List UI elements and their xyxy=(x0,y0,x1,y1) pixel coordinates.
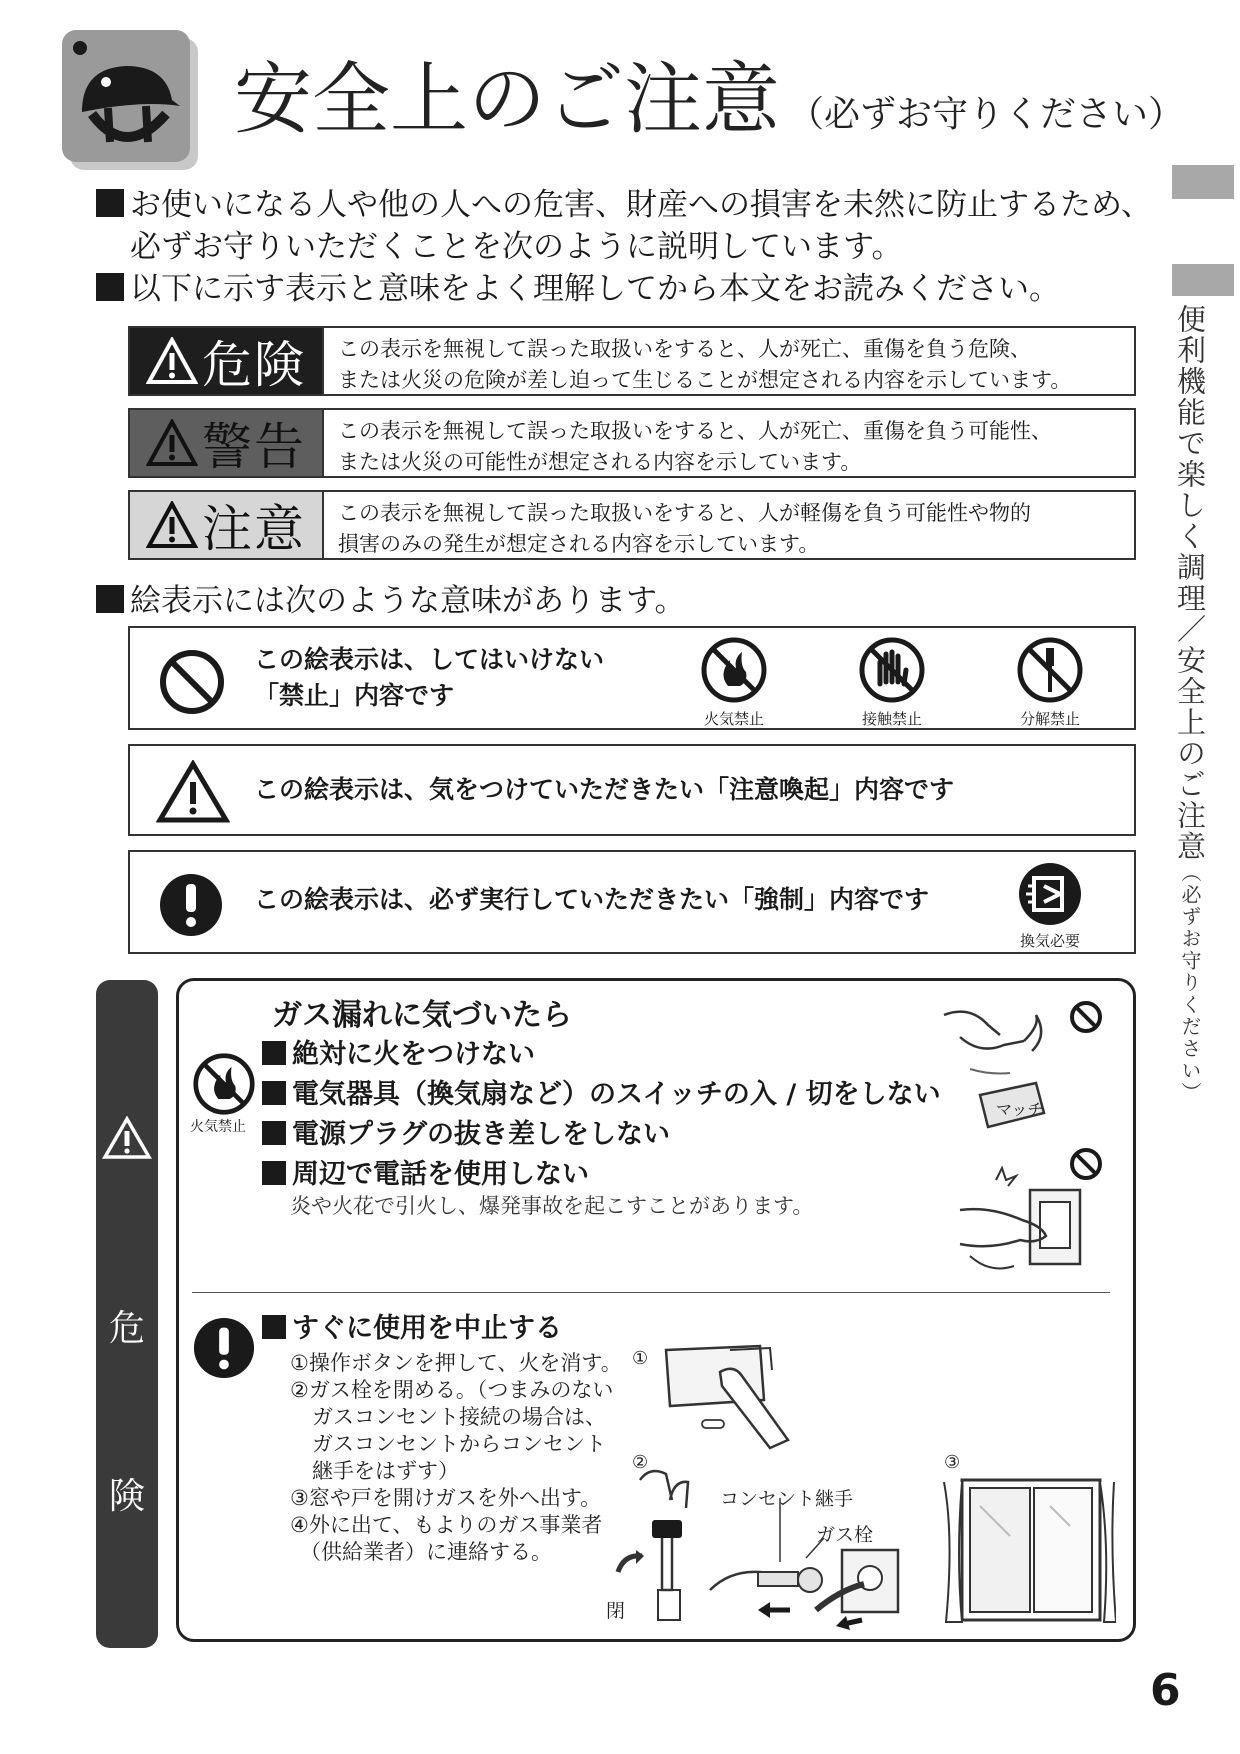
bullet-square-icon xyxy=(262,1041,286,1065)
side-tab xyxy=(1172,165,1234,199)
page-number: 6 xyxy=(1150,1665,1181,1716)
stop-heading: すぐに使用を中止する xyxy=(262,1310,562,1348)
side-section-label: 便利機能で楽しく調理／安全上のご注意（必ずお守りください） xyxy=(1173,304,1207,1104)
prohibit-text-1: この絵表示は、してはいけない xyxy=(254,645,605,674)
caution-text: この絵表示は、気をつけていただきたい「注意喚起」内容です xyxy=(254,775,955,804)
bullet-square-icon xyxy=(262,1121,286,1145)
pictogram-heading: 絵表示には次のような意味があります。 xyxy=(96,580,686,622)
caption-no-disassembly: 分解禁止 xyxy=(1019,710,1080,728)
safety-helmet-icon xyxy=(62,30,202,175)
label-valve: ガス栓 xyxy=(816,1524,874,1546)
mandatory-box xyxy=(128,850,1136,954)
intro-line-1: お使いになる人や他の人への危害、財産への損害を未然に防止するため、 xyxy=(96,184,1152,226)
prohibition-icon xyxy=(158,648,226,716)
step-line: ①操作ボタンを押して、火を消す。 xyxy=(290,1351,622,1375)
panel-divider xyxy=(192,1292,1110,1293)
level-label-warning: 警告 xyxy=(130,410,324,476)
mandatory-text: この絵表示は、必ず実行していただきたい「強制」内容です xyxy=(254,885,930,914)
intro-line-2: 必ずお守りいただくことを次のように説明しています。 xyxy=(130,229,903,265)
caution-triangle-icon xyxy=(156,760,230,824)
caption-no-touch: 接触禁止 xyxy=(861,710,922,728)
bullet-square-icon xyxy=(262,1081,286,1105)
match-illustration xyxy=(940,995,1120,1143)
level-label-caution: 注意 xyxy=(130,492,324,558)
step-line: ④外に出て、もよりのガス事業者 xyxy=(290,1513,603,1537)
no-disassembly-icon xyxy=(1016,636,1084,704)
level-box-caution xyxy=(128,490,1136,560)
step-line: （供給業者）に連絡する。 xyxy=(300,1540,552,1564)
step-line: ③窓や戸を開けガスを外へ出す。 xyxy=(290,1486,602,1510)
level-label-danger: 危険 xyxy=(130,328,324,394)
warning-triangle-icon xyxy=(102,1116,152,1160)
figure-number: ② xyxy=(632,1452,649,1473)
label-coupling: コンセント継手 xyxy=(720,1488,854,1510)
danger-side-bar xyxy=(96,980,158,1648)
gas-bullet: 電源プラグの抜き差しをしない xyxy=(262,1116,670,1154)
step-line: 継手をはずす） xyxy=(312,1459,459,1483)
warning-triangle-icon xyxy=(146,501,198,549)
no-fire-icon xyxy=(192,1052,256,1116)
level-description: この表示を無視して誤った取扱いをすると、人が軽傷を負う可能性や物的 損害のみの発生が想定される内容を示しています。 xyxy=(338,501,1031,556)
gas-bullet: 絶対に火をつけない xyxy=(262,1036,535,1074)
bullet-square-icon xyxy=(262,1161,286,1185)
side-section-sub: （必ずお守りください） xyxy=(1178,862,1202,1104)
gas-note: 炎や火花で引火し、爆発事故を起こすことがあります。 xyxy=(290,1194,814,1218)
warning-triangle-icon xyxy=(146,419,198,467)
bullet-square-icon xyxy=(96,273,124,301)
no-fire-caption: 火気禁止 xyxy=(190,1119,246,1135)
match-box-label: マッチ xyxy=(996,1100,1044,1119)
plug-illustration xyxy=(950,1140,1120,1280)
level-box-danger xyxy=(128,326,1136,396)
ventilation-required-icon xyxy=(1016,860,1084,928)
mandatory-icon xyxy=(192,1316,256,1380)
gas-leak-title: ガス漏れに気づいたら xyxy=(272,998,572,1033)
bullet-square-icon xyxy=(96,189,124,217)
danger-side-char: 危 xyxy=(108,1308,145,1349)
level-description: この表示を無視して誤った取扱いをすると、人が死亡、重傷を負う危険、 または火災の危険が差し迫って生じることが想定される内容を示しています。 xyxy=(338,337,1072,392)
step-line: ガスコンセント接続の場合は、 xyxy=(312,1405,606,1429)
gas-bullet: 周辺で電話を使用しない xyxy=(262,1156,589,1194)
step-line: ②ガス栓を閉める。（つまみのない xyxy=(290,1378,614,1402)
intro-line-3: 以下に示す表示と意味をよく理解してから本文をお読みください。 xyxy=(96,268,1060,310)
bullet-square-icon xyxy=(262,1315,286,1339)
gas-bullet: 電気器具（換気扇など）のスイッチの入 / 切をしない xyxy=(262,1076,941,1114)
danger-side-char: 険 xyxy=(108,1476,145,1517)
side-tab-active xyxy=(1172,264,1234,296)
caption-no-fire: 火気禁止 xyxy=(703,710,764,728)
step-line: ガスコンセントからコンセント xyxy=(312,1432,606,1456)
figure-number: ③ xyxy=(944,1452,961,1473)
label-close: 閉 xyxy=(606,1600,626,1622)
warning-triangle-icon xyxy=(146,337,198,385)
level-description: この表示を無視して誤った取扱いをすると、人が死亡、重傷を負う可能性、 または火災の可能性が想定される内容を示しています。 xyxy=(338,419,1052,474)
no-fire-icon xyxy=(700,636,768,704)
caption-ventilation: 換気必要 xyxy=(1019,932,1080,950)
page-title-sub: （必ずお守りください） xyxy=(788,94,1185,135)
prohibit-box xyxy=(128,626,1136,730)
prohibit-text-2: 「禁止」内容です xyxy=(254,681,455,710)
button-press-illustration xyxy=(660,1340,820,1450)
open-window-illustration xyxy=(940,1476,1116,1628)
mandatory-icon xyxy=(158,872,224,938)
page-title: 安全上のご注意 （必ずお守りください） xyxy=(234,55,1185,145)
no-touch-icon xyxy=(858,636,926,704)
bullet-square-icon xyxy=(96,585,124,613)
figure-number: ① xyxy=(632,1348,649,1369)
caution-box xyxy=(128,744,1136,836)
level-box-warning xyxy=(128,408,1136,478)
